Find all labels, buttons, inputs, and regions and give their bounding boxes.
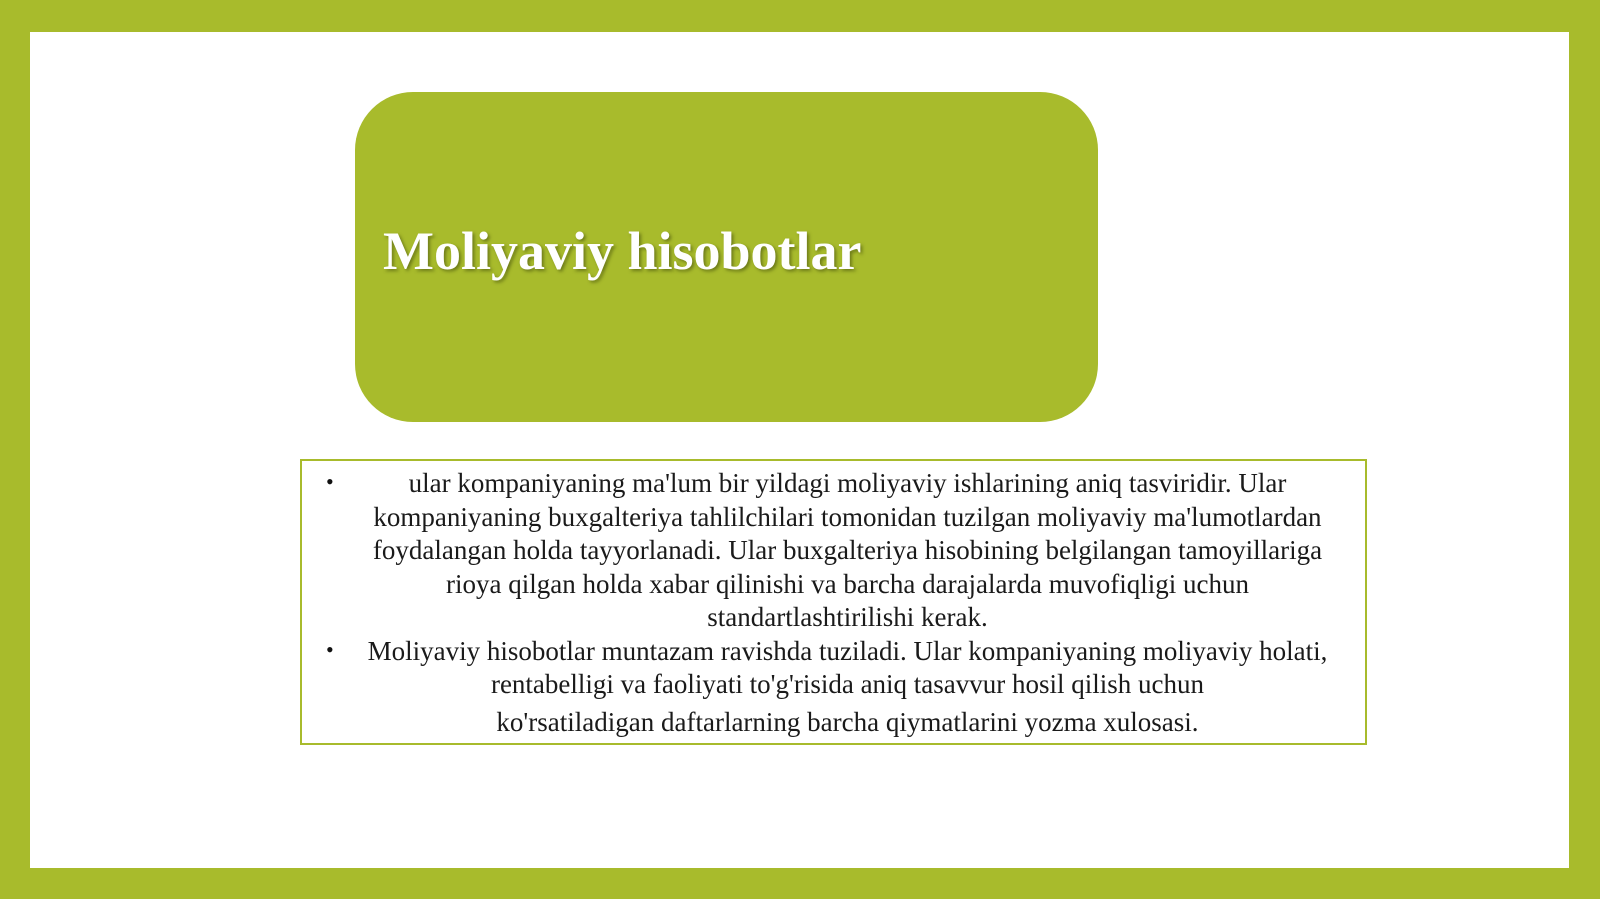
bullet-text-end: ko'rsatiladigan daftarlarning barcha qiymatlarini yozma xulosasi. xyxy=(496,706,1199,737)
bullet-dot-icon: • xyxy=(326,469,334,494)
bullet-item xyxy=(326,635,1341,740)
title-box xyxy=(355,92,1098,422)
slide-title: Moliyaviy hisobotlar xyxy=(383,221,862,281)
bullet-text: ular kompaniyaning ma'lum bir yildagi moliyaviy ishlarining aniq tasviridir. Ular kompaniyaning buxgalteriya tahlilchilari tomonidan tuzilgan moliyaviy ma'lumotlardan foydalangan holda tayyorlanadi. Ular buxgalteriya hisobining belgilangan tamoyillariga rioya qilgan holda xabar qilinishi va barcha darajalarda muvofiqligi uchun standartlashtirilishi kerak. xyxy=(372,468,1323,632)
bullet-item xyxy=(326,467,1341,635)
bullet-text: Moliyaviy hisobotlar muntazam ravishda tuziladi. Ular kompaniyaning moliyaviy holati, rentabelligi va faoliyati to'g'risida aniq tasavvur hosil qilish uchun xyxy=(367,635,1328,699)
slide-canvas xyxy=(30,32,1569,868)
bullet-dot-icon: • xyxy=(326,636,334,662)
content-box xyxy=(300,459,1367,745)
bullet-list xyxy=(302,461,1365,739)
